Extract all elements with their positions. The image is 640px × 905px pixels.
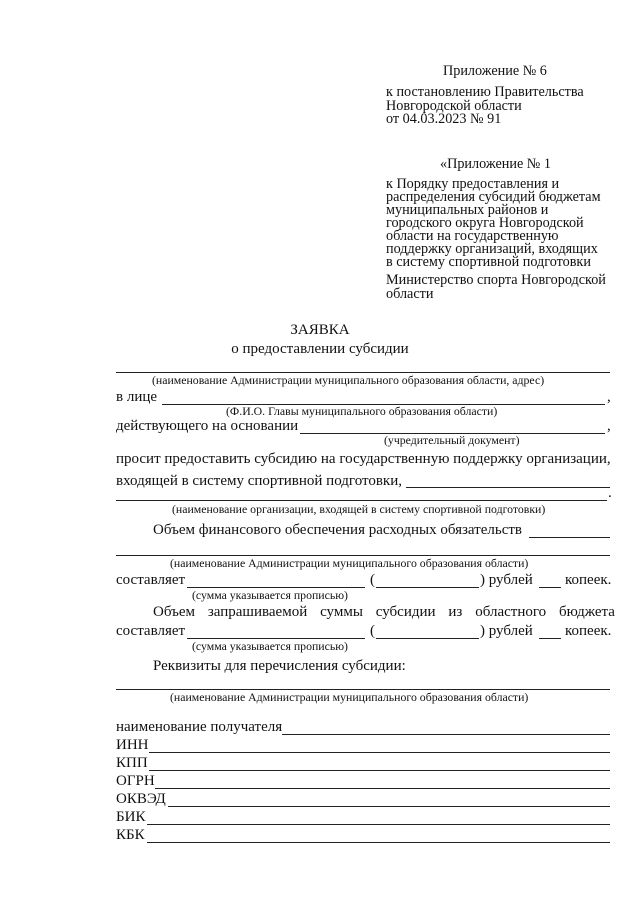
period-1: .: [608, 485, 612, 501]
amount-label-1: составляет: [116, 572, 186, 588]
request-text-line-2: входящей в систему спортивной подготовки,: [116, 473, 402, 489]
procedure-line-1: к Порядку предоставления и: [386, 176, 560, 192]
procedure-line-7: в систему спортивной подготовки: [386, 254, 591, 270]
bik-label: БИК: [116, 809, 146, 825]
amount-kopecks-field-1[interactable]: [539, 587, 561, 588]
comma-2: ,: [607, 418, 611, 434]
recipient-name-label: наименование получателя: [116, 719, 283, 735]
addressee-line-2: области: [386, 286, 434, 302]
procedure-line-6: поддержку организаций, входящих: [386, 241, 598, 257]
request-text-line-1: просит предоставить субсидию на государственную поддержку организации,: [116, 451, 611, 467]
requested-amount-line: [153, 604, 615, 621]
recipient-name-field[interactable]: [282, 734, 610, 735]
okved-field[interactable]: [168, 806, 610, 807]
caption-sum-in-words-1: (сумма указывается прописью): [192, 588, 348, 602]
resolution-line-1: к постановлению Правительства: [386, 84, 584, 100]
amount-paren-open-1: (: [370, 572, 375, 588]
caption-admin-name-1: (наименование Администрации муниципального образования области): [170, 556, 529, 570]
amount-paren-open-2: (: [370, 623, 375, 639]
resolution-line-2: Новгородской области: [386, 98, 522, 114]
in-person-label: в лице: [116, 389, 158, 405]
caption-organization-name: (наименование организации, входящей в систему спортивной подготовки): [172, 502, 546, 516]
caption-head-name: (Ф.И.О. Главы муниципального образования области): [226, 404, 498, 418]
caption-founding-document: (учредительный документ): [384, 433, 520, 447]
resolution-line-3: от 04.03.2023 № 91: [386, 111, 502, 127]
procedure-line-3: муниципальных районов и: [386, 202, 549, 218]
document-title: ЗАЯВКА: [290, 322, 350, 338]
comma-1: ,: [607, 389, 611, 405]
procedure-line-5: области на государственную: [386, 228, 559, 244]
ogrn-field[interactable]: [155, 788, 610, 789]
requested-word-1: Объем: [153, 604, 195, 620]
acting-basis-label: действующего на основании: [116, 418, 299, 434]
rubles-label-2: ) рублей: [480, 623, 533, 639]
kpp-field[interactable]: [149, 770, 610, 771]
kopecks-label-2: копеек.: [565, 623, 612, 639]
requested-word-7: бюджета: [559, 604, 615, 620]
amount-kopecks-field-2[interactable]: [539, 638, 561, 639]
inn-label: ИНН: [116, 737, 149, 753]
addressee-line-1: Министерство спорта Новгородской: [386, 272, 606, 288]
kbk-label: КБК: [116, 827, 145, 843]
ogrn-label: ОГРН: [116, 773, 155, 789]
organization-name-field-2[interactable]: [116, 500, 607, 501]
okved-label: ОКВЭД: [116, 791, 166, 807]
amount-rubles-field-1[interactable]: [376, 587, 479, 588]
caption-admin-name-2: (наименование Администрации муниципального образования области): [170, 690, 529, 704]
inn-field[interactable]: [149, 752, 610, 753]
appendix-number: Приложение № 6: [443, 63, 547, 79]
document-subtitle: о предоставлении субсидии: [231, 341, 409, 357]
procedure-line-4: городского округа Новгородской: [386, 215, 584, 231]
bik-field[interactable]: [147, 824, 610, 825]
procedure-line-2: распределения субсидий бюджетам: [386, 189, 601, 205]
kpp-label: КПП: [116, 755, 148, 771]
kopecks-label-1: копеек.: [565, 572, 612, 588]
caption-sum-in-words-2: (сумма указывается прописью): [192, 639, 348, 653]
rubles-label-1: ) рублей: [480, 572, 533, 588]
requisites-label: Реквизиты для перечисления субсидии:: [153, 658, 406, 674]
organization-name-field-1[interactable]: [406, 487, 610, 488]
kbk-field[interactable]: [147, 842, 610, 843]
inner-appendix-number: «Приложение № 1: [440, 156, 551, 172]
caption-admin-address: (наименование Администрации муниципального образования области, адрес): [152, 373, 545, 387]
requested-word-2: запрашиваемой: [207, 604, 308, 620]
funding-volume-label: Объем финансового обеспечения расходных обязательств: [153, 522, 523, 538]
requested-word-3: суммы: [320, 604, 363, 620]
funding-volume-field[interactable]: [529, 537, 610, 538]
amount-rubles-field-2[interactable]: [376, 638, 479, 639]
requested-word-6: областного: [475, 604, 547, 620]
requested-word-5: из: [448, 604, 463, 620]
amount-label-2: составляет: [116, 623, 186, 639]
requested-word-4: субсидии: [375, 604, 436, 620]
